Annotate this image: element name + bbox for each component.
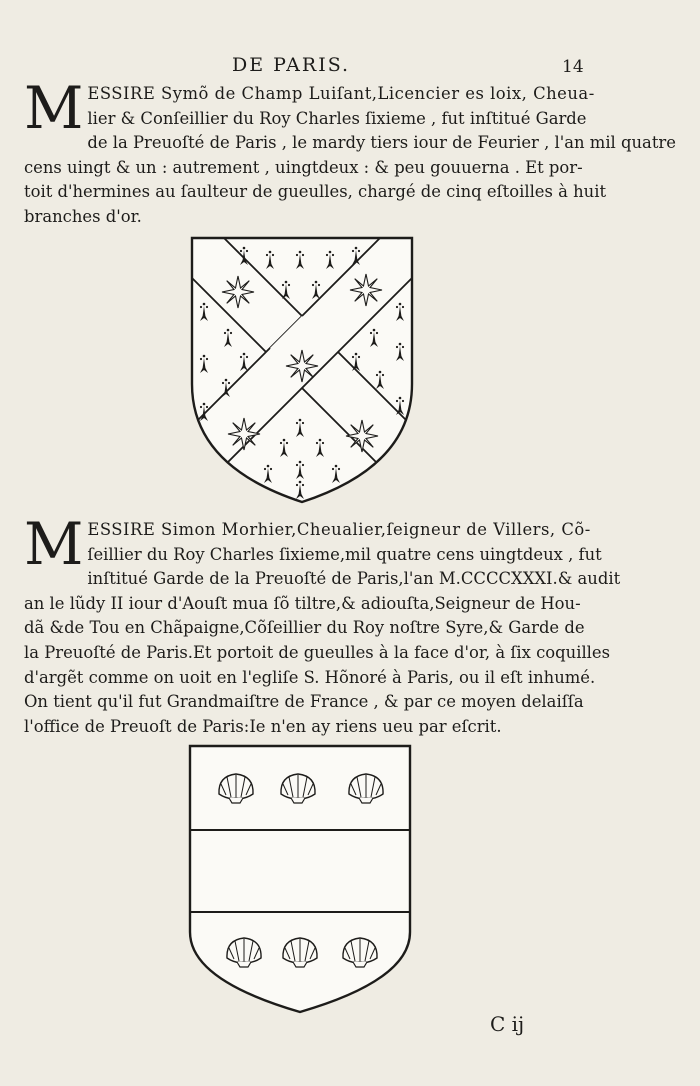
text-line: l'office de Preuoſt de Paris:Ie n'en ay riens ueu par eſcrit. bbox=[24, 716, 502, 736]
text-line: On tient qu'il fut Grandmaiſtre de France , & par ce moyen delaiſſa bbox=[24, 692, 584, 712]
entry-champ-luisant bbox=[24, 74, 676, 230]
text-line: d'argẽt comme on uoit en l'egliſe S. Hõnoré à Paris, ou il eſt inhumé. bbox=[24, 667, 596, 687]
text-line: branches d'or. bbox=[24, 206, 142, 226]
page-number: 14 bbox=[562, 57, 584, 77]
text-line: cens uingt & un : autrement , uingtdeux : & peu gouuerna . Et por- bbox=[24, 157, 583, 177]
text-line: inſtitué Garde de la Preuoſté de Paris,l'an M.CCCCXXXI.& audit bbox=[87, 569, 621, 589]
running-head: DE PARIS. bbox=[232, 54, 351, 76]
text-line: lier & Conſeillier du Roy Charles ſixieme , fut inſtitué Garde bbox=[87, 108, 587, 128]
text-line: ESSIRE Simon Morhier,Cheualier,ſeigneur de Villers, Cõ- bbox=[87, 520, 591, 539]
text-line: dã &de Tou en Chãpaigne,Cõſeillier du Roy noſtre Syre,& Garde de bbox=[24, 618, 585, 638]
drop-cap-initial: M bbox=[24, 74, 84, 142]
coat-of-arms-fess-scallops bbox=[186, 742, 414, 1016]
text-line: la Preuoſté de Paris.Et portoit de gueulles à la face d'or, à ſix coquilles bbox=[24, 642, 611, 662]
text-line: an le lũdy II iour d'Aouſt mua ſõ tiltre,& adiouſta,Seigneur de Hou- bbox=[24, 593, 581, 613]
drop-cap-initial: M bbox=[24, 510, 84, 578]
entry-simon-morhier bbox=[24, 510, 621, 739]
signature-mark: C ij bbox=[490, 1012, 525, 1036]
text-line: de la Preuoſté de Paris , le mardy tiers iour de Feurier , l'an mil quatre bbox=[87, 133, 676, 153]
text-line: toit d'hermines au ſaulteur de gueulles, chargé de cinq eſtoilles à huit bbox=[24, 182, 607, 202]
text-line: ESSIRE Symõ de Champ Luiſant,Licencier es loix, Cheua- bbox=[87, 84, 595, 103]
text-line: ſeillier du Roy Charles ſixieme,mil quatre cens uingtdeux , fut bbox=[87, 544, 602, 564]
coat-of-arms-ermine-saltire bbox=[188, 234, 416, 506]
